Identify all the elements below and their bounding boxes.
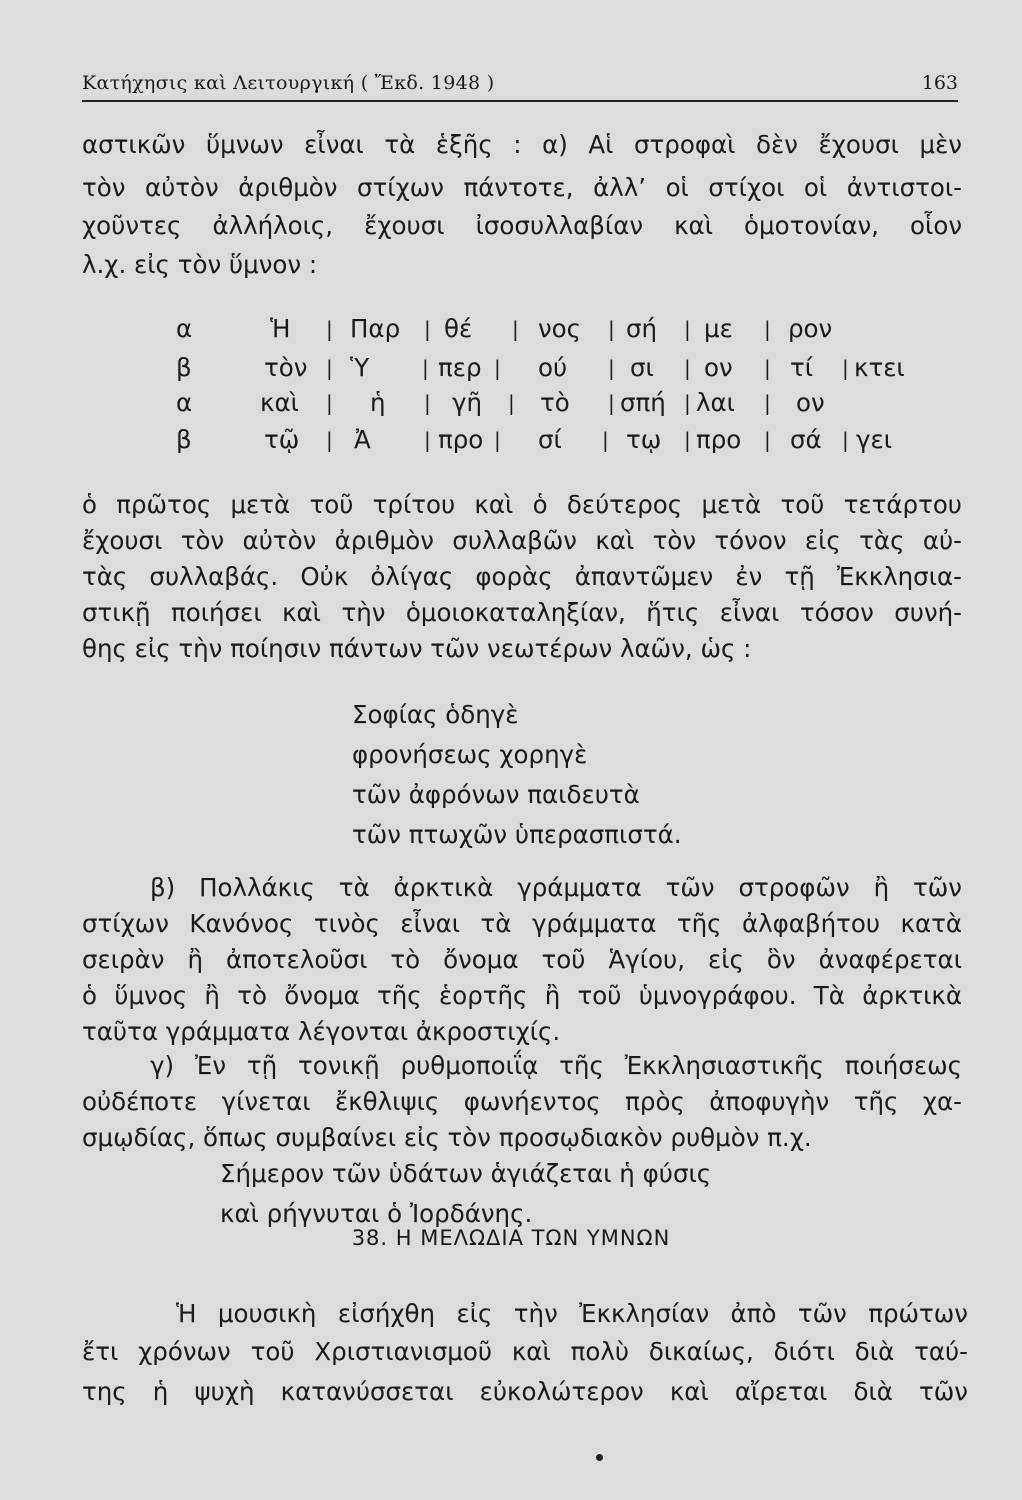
syllable-separator: |	[508, 391, 515, 415]
verse-syllable: ον	[704, 353, 733, 382]
syllable-separator: |	[424, 428, 431, 452]
syllable-separator: |	[842, 428, 849, 452]
verse-syllable: ον	[796, 388, 825, 417]
poem-line: Σήμερον τῶν ὑδάτων ἁγιάζεται ἡ φύσις	[220, 1159, 712, 1188]
text-line: λ.χ. εἰς τὸν ὕμνον :	[82, 250, 318, 279]
verse-syllable: τῷ	[264, 425, 300, 454]
text-line: οὐδέποτε γίνεται ἔκθλιψις φωνήεντος πρὸς ἀποφυγὴν τῆς χα-	[82, 1087, 962, 1116]
text-line: σειρὰν ἢ ἀποτελοῦσι τὸ ὄνομα τοῦ Ἁγίου, εἰς ὃν ἀναφέρεται	[82, 945, 962, 974]
syllable-separator: |	[326, 317, 333, 341]
poem-excerpt	[220, 1154, 711, 1234]
text-line: στίχων Κανόνος τινὸς εἶναι τὰ γράμματα τῆς ἀλφαβήτου κατὰ	[82, 909, 962, 938]
text-line: τὰς συλλαβάς. Οὐκ ὀλίγας φορὰς ἀπαντῶμεν ἐν τῇ Ἐκκλησια-	[82, 562, 962, 591]
verse-syllable: τῳ	[626, 425, 662, 454]
verse-syllable: ού	[538, 353, 568, 382]
text-line: β) Πολλάκις τὰ ἀρκτικὰ γράμματα τῶν στροφῶν ἢ τῶν	[150, 873, 962, 902]
text-line: χοῦντες ἀλλήλοις, ἔχουσι ἰσοσυλλαβίαν καὶ ὁμοτονίαν, οἷον	[82, 211, 962, 240]
verse-row-mark: α	[176, 388, 193, 417]
syllable-separator: |	[326, 428, 333, 452]
syllable-separator: |	[608, 356, 615, 380]
syllable-separator: |	[764, 391, 771, 415]
verse-syllable: τί	[790, 353, 814, 382]
verse-row	[0, 422, 1022, 458]
verse-row	[0, 350, 1022, 386]
verse-syllable: περ	[438, 353, 482, 382]
poem-line: φρονήσεως χορηγὲ	[352, 740, 588, 769]
verse-syllable: Παρ	[350, 314, 401, 343]
verse-syllable: τὸ	[540, 388, 570, 417]
syllable-separator: |	[424, 391, 431, 415]
text-line: αστικῶν ὕμνων εἶναι τὰ ἑξῆς : α) Αἱ στροφαὶ δὲν ἔχουσι μὲν	[82, 130, 962, 159]
text-line: στικῇ ποιήσει καὶ τὴν ὁμοιοκαταληξίαν, ἥτις εἶναι τόσον συνή-	[82, 598, 962, 627]
text-line: ὁ πρῶτος μετὰ τοῦ τρίτου καὶ ὁ δεύτερος μετὰ τοῦ τετάρτου	[82, 490, 962, 519]
syllable-separator: |	[842, 356, 849, 380]
verse-syllable: ρον	[788, 314, 833, 343]
text-line: ἔχουσι τὸν αὐτὸν ἀριθμὸν συλλαβῶν καὶ τὸν τόνον εἰς τὰς αὐ-	[82, 526, 962, 555]
verse-syllable: λαι	[696, 388, 735, 417]
verse-syllable: κτει	[854, 353, 905, 382]
syllable-separator: |	[764, 317, 771, 341]
verse-syllable: σπή	[620, 388, 666, 417]
verse-syllable: νος	[538, 314, 582, 343]
running-header	[82, 66, 958, 102]
verse-syllable: θέ	[444, 314, 473, 343]
poem-excerpt	[352, 695, 682, 855]
text-line: της ἡ ψυχὴ κατανύσσεται εὐκολώτερον καὶ αἴρεται διὰ τῶν	[82, 1377, 968, 1406]
verse-row	[0, 385, 1022, 421]
verse-row-mark: α	[176, 314, 193, 343]
syllable-separator: |	[608, 317, 615, 341]
poem-line: Σοφίας ὁδηγὲ	[352, 700, 519, 729]
syllable-separator: |	[602, 428, 609, 452]
verse-syllable: τὸν	[264, 353, 308, 382]
verse-syllable: Ἡ	[270, 314, 291, 343]
syllable-separator: |	[512, 317, 519, 341]
verse-syllable: προ	[696, 425, 742, 454]
verse-syllable: καὶ	[260, 388, 299, 417]
syllable-separator: |	[494, 356, 501, 380]
text-line: γ) Ἐν τῇ τονικῇ ρυθμοποιΐᾳ τῆς Ἐκκλησιαστικῆς ποιήσεως	[150, 1051, 962, 1080]
verse-syllable: σί	[538, 425, 562, 454]
syllable-separator: |	[684, 356, 691, 380]
syllable-separator: |	[684, 428, 691, 452]
text-line: ἔτι χρόνων τοῦ Χριστιανισμοῦ καὶ πολὺ δικαίως, διότι διὰ ταύ-	[82, 1337, 968, 1366]
poem-line: τῶν πτωχῶν ὑπερασπιστά.	[352, 820, 682, 849]
poem-line: τῶν ἀφρόνων παιδευτὰ	[352, 780, 640, 809]
verse-syllable: Ἀ	[354, 425, 371, 454]
text-line: θης εἰς τὴν ποίησιν πάντων τῶν νεωτέρων λαῶν, ὡς :	[82, 634, 752, 663]
syllable-separator: |	[684, 317, 691, 341]
verse-syllable: σή	[626, 314, 658, 343]
poem-line: καὶ ρήγνυται ὁ Ἰορδάνης.	[220, 1199, 533, 1228]
verse-syllable: Ὑ	[350, 353, 370, 382]
page-number: 163	[921, 72, 958, 94]
verse-row-mark: β	[176, 353, 192, 382]
verse-syllable: γῆ	[452, 388, 483, 417]
verse-syllable: σά	[790, 425, 822, 454]
syllable-separator: |	[424, 317, 431, 341]
syllable-separator: |	[326, 356, 333, 380]
text-line: σμῳδίας, ὅπως συμβαίνει εἰς τὸν προσῳδιακὸν ρυθμὸν π.χ.	[82, 1123, 812, 1152]
syllable-separator: |	[326, 391, 333, 415]
verse-syllable: ἡ	[370, 388, 386, 417]
text-line: τὸν αὐτὸν ἀριθμὸν στίχων πάντοτε, ἀλλ’ οἱ στίχοι οἱ ἀντιστοι-	[82, 173, 962, 202]
verse-syllable: γει	[856, 425, 893, 454]
verse-syllable: σι	[630, 353, 654, 382]
syllable-separator: |	[422, 356, 429, 380]
running-title: Κατήχησις καὶ Λειτουργική ( Ἔκδ. 1948 )	[82, 72, 495, 94]
bullet-mark	[596, 1454, 603, 1461]
text-line: ὁ ὕμνος ἢ τὸ ὄνομα τῆς ἑορτῆς ἢ τοῦ ὑμνογράφου. Τὰ ἀρκτικὰ	[82, 981, 962, 1010]
verse-row-mark: β	[176, 425, 192, 454]
verse-row	[0, 311, 1022, 347]
section-heading: 38. Η ΜΕΛΩΔΙΑ ΤΩΝ ΥΜΝΩΝ	[351, 1226, 671, 1250]
syllable-separator: |	[764, 356, 771, 380]
syllable-separator: |	[608, 391, 615, 415]
syllable-separator: |	[764, 428, 771, 452]
verse-syllable: με	[704, 314, 733, 343]
syllable-separator: |	[684, 391, 691, 415]
text-line: ταῦτα γράμματα λέγονται ἀκροστιχίς.	[82, 1017, 561, 1046]
text-line: Ἡ μουσικὴ εἰσήχθη εἰς τὴν Ἐκκλησίαν ἀπὸ τῶν πρώτων	[176, 1299, 968, 1328]
syllable-separator: |	[494, 428, 501, 452]
verse-syllable: προ	[438, 425, 484, 454]
